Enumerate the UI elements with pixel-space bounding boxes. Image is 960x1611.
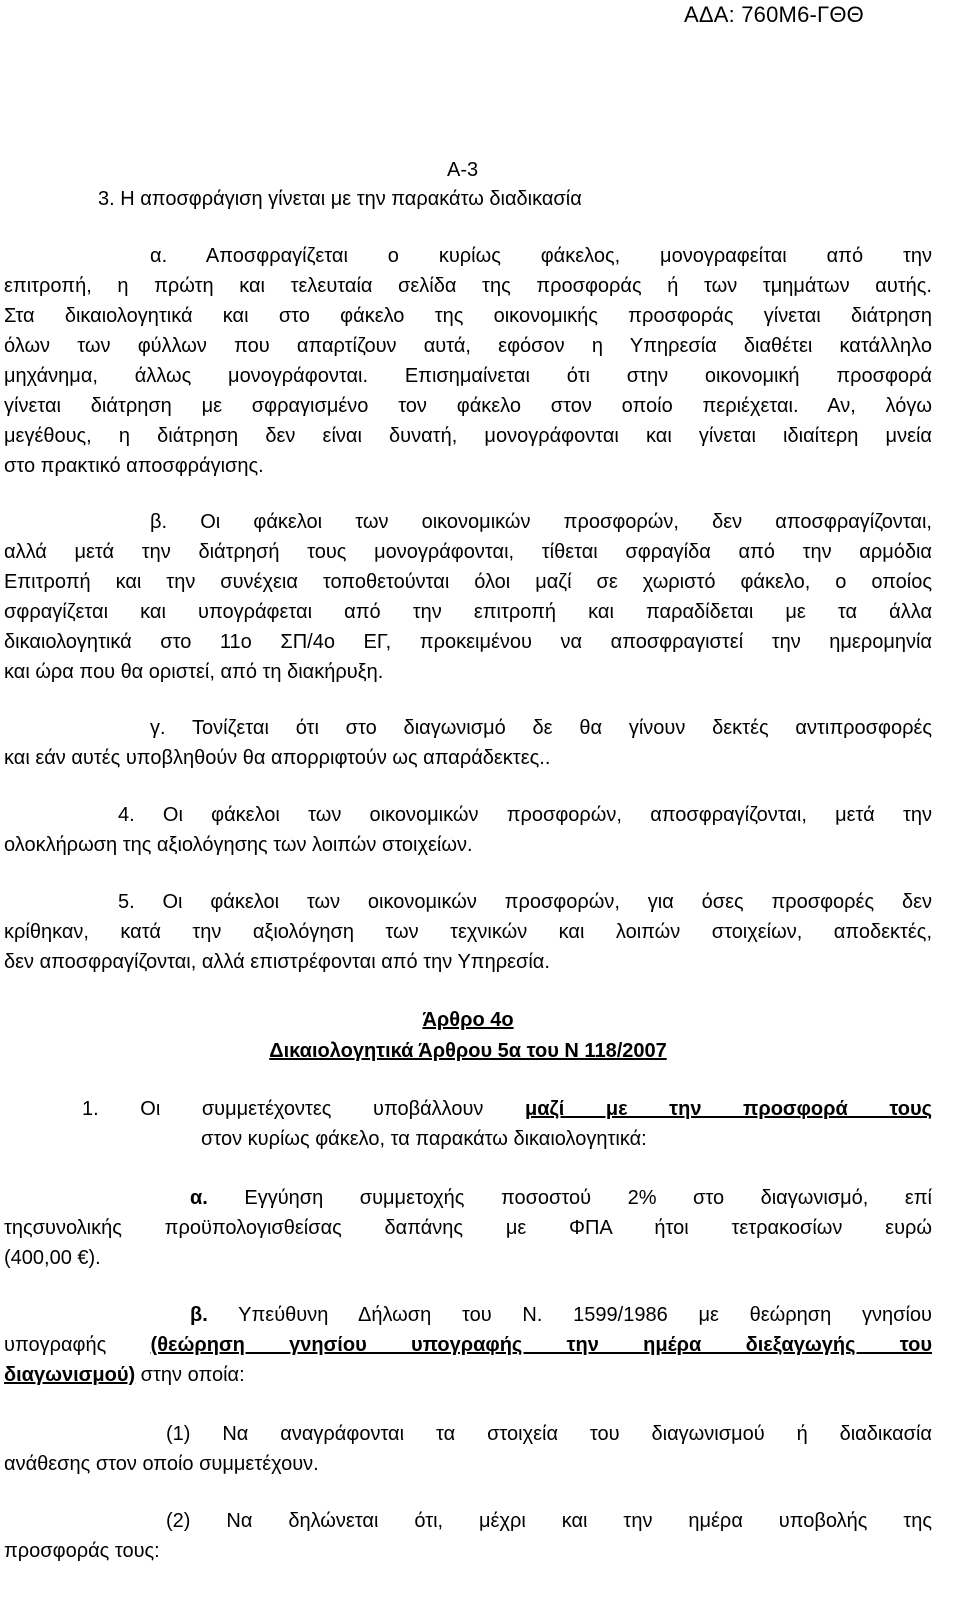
- para-a-line: στο πρακτικό αποσφράγισης.: [4, 455, 264, 477]
- item-4-line: ολοκλήρωση της αξιολόγησης των λοιπών στοιχείων.: [4, 834, 473, 856]
- page-section-label: Α-3: [447, 159, 479, 181]
- clause-2-line: (2) Να δηλώνεται ότι, μέχρι και την ημέρα υποβολής της: [166, 1510, 932, 1532]
- para-b-line: δικαιολογητικά στο 11ο ΣΠ/4ο ΕΓ, προκειμένου να αποσφραγιστεί την ημερομηνία: [4, 631, 932, 653]
- para-a-line: επιτροπή, η πρώτη και τελευταία σελίδα της προσφοράς ή των τμημάτων αυτής.: [4, 275, 932, 297]
- para-a-line: Στα δικαιολογητικά και στο φάκελο της οικονομικής προσφοράς γίνεται διάτρηση: [4, 305, 932, 327]
- sub-a-line: [190, 1185, 932, 1211]
- para-c-line: γ. Τονίζεται ότι στο διαγωνισμό δε θα γίνουν δεκτές αντιπροσφορές: [150, 717, 932, 739]
- section-1-emphasis: μαζί με την προσφορά τους: [525, 1098, 933, 1120]
- sub-a-line: (400,00 €).: [4, 1247, 101, 1269]
- para-b-line: σφραγίζεται και υπογράφεται από την επιτροπή και παραδίδεται με τα άλλα: [4, 601, 932, 623]
- sub-b-line: [4, 1362, 932, 1388]
- para-b-line: και ώρα που θα οριστεί, από τη διακήρυξη.: [4, 661, 384, 683]
- clause-2-line: προσφοράς τους:: [4, 1540, 160, 1562]
- para-a-line: μηχάνημα, άλλως μονογράφονται. Επισημαίνεται ότι στην οικονομική προσφορά: [4, 365, 932, 387]
- section-1-prefix: 1. Οι συμμετέχοντες υποβάλλουν: [82, 1098, 525, 1120]
- clause-1-line: (1) Να αναγράφονται τα στοιχεία του διαγωνισμού ή διαδικασία: [166, 1423, 932, 1445]
- sub-b-label: β.: [190, 1304, 208, 1326]
- para-a-line: όλων των φύλλων που απαρτίζουν αυτά, εφόσον η Υπηρεσία διαθέτει κατάλληλο: [4, 335, 932, 357]
- para-b-line: Επιτροπή και την συνέχεια τοποθετούνται όλοι μαζί σε χωριστό φάκελο, ο οποίος: [4, 571, 932, 593]
- section-1-line: στον κυρίως φάκελο, τα παρακάτω δικαιολογητικά:: [201, 1128, 647, 1150]
- para-b-line: β. Οι φάκελοι των οικονομικών προσφορών, δεν αποσφραγίζονται,: [150, 511, 932, 533]
- item-5-line: 5. Οι φάκελοι των οικονομικών προσφορών, για όσες προσφορές δεν: [118, 891, 932, 913]
- item-3-heading: 3. Η αποσφράγιση γίνεται με την παρακάτω διαδικασία: [98, 188, 582, 210]
- item-5-line: κρίθηκαν, κατά την αξιολόγηση των τεχνικών και λοιπών στοιχείων, αποδεκτές,: [4, 921, 932, 943]
- sub-b-emphasis: διαγωνισμού): [4, 1364, 136, 1386]
- para-a-line: μεγέθους, η διάτρηση δεν είναι δυνατή, μονογράφονται και γίνεται ιδιαίτερη μνεία: [4, 425, 932, 447]
- sub-a-text: Εγγύηση συμμετοχής ποσοστού 2% στο διαγωνισμό, επί: [207, 1187, 932, 1209]
- sub-b-prefix: υπογραφής: [4, 1334, 151, 1356]
- para-b-line: αλλά μετά την διάτρησή τους μονογράφονται, τίθεται σφραγίδα από την αρμόδια: [4, 541, 932, 563]
- clause-1-line: ανάθεσης στον οποίο συμμετέχουν.: [4, 1453, 319, 1475]
- sub-a-line: τηςσυνολικής προϋπολογισθείσας δαπάνης με ΦΠΑ ήτοι τετρακοσίων ευρώ: [4, 1217, 932, 1239]
- ada-code: ΑΔΑ: 760Μ6-ΓΘΘ: [683, 2, 864, 27]
- sub-b-rest: στην οποία:: [135, 1364, 245, 1386]
- para-a-line: α. Αποσφραγίζεται ο κυρίως φάκελος, μονογραφείται από την: [150, 245, 932, 267]
- sub-a-label: α.: [190, 1187, 208, 1209]
- sub-b-text: Υπεύθυνη Δήλωση του Ν. 1599/1986 με θεώρηση γνησίου: [207, 1304, 932, 1326]
- sub-b-emphasis: (θεώρηση γνησίου υπογραφής την ημέρα διεξαγωγής του: [150, 1334, 932, 1356]
- sub-b-line: [4, 1332, 932, 1358]
- item-5-line: δεν αποσφραγίζονται, αλλά επιστρέφονται από την Υπηρεσία.: [4, 951, 550, 973]
- item-4-line: 4. Οι φάκελοι των οικονομικών προσφορών, αποσφραγίζονται, μετά την: [118, 804, 932, 826]
- article-subtitle: Δικαιολογητικά Άρθρου 5α του Ν 118/2007: [269, 1040, 667, 1062]
- section-1-line: [82, 1096, 932, 1122]
- para-a-line: γίνεται διάτρηση με σφραγισμένο τον φάκελο στον οποίο περιέχεται. Αν, λόγω: [4, 395, 932, 417]
- article-title: Άρθρο 4ο: [422, 1009, 514, 1031]
- sub-b-line: [190, 1302, 932, 1328]
- para-c-line: και εάν αυτές υποβληθούν θα απορριφτούν ως απαράδεκτες..: [4, 747, 551, 769]
